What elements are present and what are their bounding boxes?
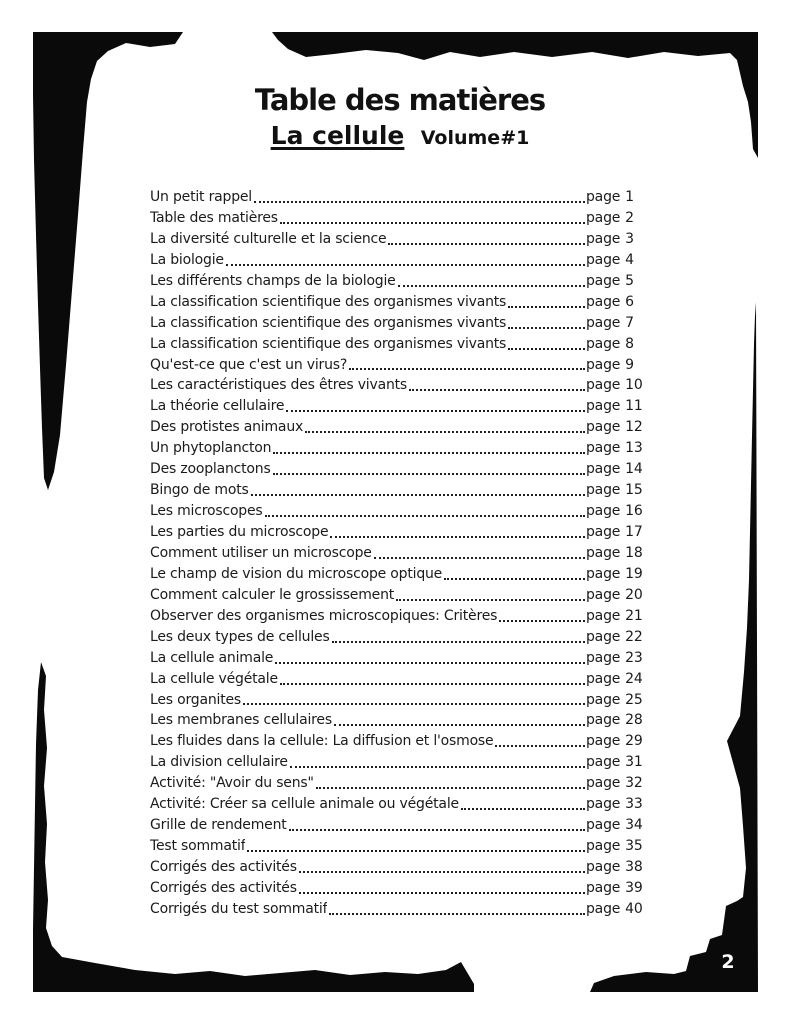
toc-entry-label: La classification scientifique des organismes vivants <box>150 293 507 310</box>
toc-entry-page <box>586 271 650 292</box>
toc-entry-label: La cellule végétale <box>150 670 278 687</box>
toc-page-number: 9 <box>625 356 634 373</box>
toc-row <box>150 375 650 396</box>
toc-entry-label: Activité: "Avoir du sens" <box>150 775 314 792</box>
dotted-leader <box>243 702 585 705</box>
toc-entry-page <box>586 690 650 711</box>
toc-entry-page <box>586 564 650 585</box>
toc-page-number: 16 <box>625 503 643 520</box>
toc-entry-label: Les deux types de cellules <box>150 628 330 645</box>
toc-page-number: 19 <box>625 565 643 582</box>
dotted-leader <box>508 326 585 329</box>
toc-row <box>150 690 650 711</box>
toc-row <box>150 313 650 334</box>
toc-entry-label: Des protistes animaux <box>150 419 304 436</box>
toc-entry-page <box>586 292 650 313</box>
dotted-leader <box>388 242 585 245</box>
dotted-leader <box>334 723 585 726</box>
toc-entry-label: Les différents champs de la biologie <box>150 272 396 289</box>
toc-entry-page <box>586 543 650 564</box>
toc-row <box>150 564 650 585</box>
toc-entry-label: Les caractéristiques des êtres vivants <box>150 377 408 394</box>
toc-entry-label: La diversité culturelle et la science <box>150 230 387 247</box>
toc-page-number: 23 <box>625 649 643 666</box>
dotted-leader <box>374 556 585 559</box>
toc-row <box>150 899 650 920</box>
dotted-leader <box>273 451 585 454</box>
toc-page-word: page <box>586 440 621 457</box>
dotted-leader <box>286 409 585 412</box>
toc-page-word: page <box>586 691 621 708</box>
dotted-leader <box>329 912 585 915</box>
toc-entry-page <box>586 731 650 752</box>
toc-entry-page <box>586 522 650 543</box>
toc-entry-page <box>586 250 650 271</box>
dotted-leader <box>396 598 585 601</box>
dotted-leader <box>289 828 585 831</box>
toc-row <box>150 585 650 606</box>
dotted-leader <box>409 388 585 391</box>
toc-entry-page <box>586 501 650 522</box>
toc-page-word: page <box>586 733 621 750</box>
toc-page-word: page <box>586 879 621 896</box>
toc-page-word: page <box>586 482 621 499</box>
toc-row <box>150 878 650 899</box>
toc-entry-label: La théorie cellulaire <box>150 398 285 415</box>
toc-entry-label: La cellule animale <box>150 649 274 666</box>
toc-entry-label: Les parties du microscope <box>150 524 329 540</box>
toc-page-word: page <box>586 607 621 624</box>
toc-page-number: 24 <box>625 670 643 687</box>
toc-page-number: 22 <box>625 628 643 645</box>
toc-page-number: 3 <box>625 230 634 247</box>
toc-entry-page <box>586 752 650 773</box>
toc-row <box>150 543 650 564</box>
toc-page-number: 8 <box>625 335 634 352</box>
toc-entry-page <box>586 229 650 250</box>
toc-entry-page <box>586 710 650 731</box>
toc-entry-page <box>586 313 650 334</box>
toc-entry-page <box>586 396 650 417</box>
toc-entry-page <box>586 648 650 669</box>
toc-row <box>150 271 650 292</box>
toc-row <box>150 501 650 522</box>
toc-page-number: 5 <box>625 272 634 289</box>
dotted-leader <box>499 619 585 622</box>
toc-page-word: page <box>586 503 621 520</box>
toc-entry-label: Comment utiliser un microscope <box>150 544 372 561</box>
toc-page-word: page <box>586 586 621 603</box>
toc-page-number: 34 <box>625 817 643 834</box>
toc-row <box>150 355 650 376</box>
toc-entry-page <box>586 606 650 627</box>
toc-page-word: page <box>586 712 621 729</box>
dotted-leader <box>280 221 585 224</box>
toc-entry-page <box>586 669 650 690</box>
toc-list <box>150 187 650 920</box>
toc-row <box>150 857 650 878</box>
toc-entry-page <box>586 417 650 438</box>
toc-page-number: 13 <box>625 440 643 457</box>
toc-entry-label: Les organites <box>150 691 242 708</box>
toc-entry-page <box>586 438 650 459</box>
dotted-leader <box>247 849 585 852</box>
dotted-leader <box>299 891 585 894</box>
toc-entry-page <box>586 480 650 501</box>
toc-page-number: 14 <box>625 461 643 478</box>
toc-row <box>150 229 650 250</box>
toc-page-number: 40 <box>625 900 643 917</box>
toc-entry-label: Des zooplanctons <box>150 461 271 478</box>
toc-page-word: page <box>586 209 621 226</box>
toc-page-word: page <box>586 796 621 813</box>
toc-entry-label: Qu'est-ce que c'est un virus? <box>150 356 348 373</box>
subtitle-volume: Volume#1 <box>420 127 530 149</box>
toc-page-number: 20 <box>625 586 643 603</box>
toc-page-number: 39 <box>625 879 643 896</box>
toc-entry-page <box>586 459 650 480</box>
toc-row <box>150 815 650 836</box>
toc-entry-page <box>586 836 650 857</box>
toc-row <box>150 606 650 627</box>
toc-entry-page <box>586 794 650 815</box>
toc-page-word: page <box>586 524 621 540</box>
toc-row <box>150 773 650 794</box>
toc-entry-page <box>586 627 650 648</box>
toc-row <box>150 836 650 857</box>
dotted-leader <box>254 200 585 203</box>
toc-entry-page <box>586 857 650 878</box>
toc-page-number: 7 <box>625 314 634 331</box>
dotted-leader <box>273 472 585 475</box>
toc-row <box>150 208 650 229</box>
toc-page-word: page <box>586 377 621 394</box>
toc-row <box>150 480 650 501</box>
page-number: 2 <box>721 951 735 973</box>
dotted-leader <box>444 577 585 580</box>
toc-page-word: page <box>586 544 621 561</box>
toc-page-number: 11 <box>625 398 643 415</box>
toc-row <box>150 250 650 271</box>
dotted-leader <box>349 367 585 370</box>
toc-page-number: 4 <box>625 251 634 268</box>
page-subtitle <box>150 119 650 155</box>
toc-page-word: page <box>586 398 621 415</box>
toc-entry-label: Comment calculer le grossissement <box>150 586 395 603</box>
subtitle-book-title: La cellule <box>270 121 405 150</box>
dotted-leader <box>290 765 585 768</box>
toc-entry-label: Corrigés du test sommatif <box>150 900 328 917</box>
toc-entry-label: Un petit rappel <box>150 189 253 205</box>
toc-page-word: page <box>586 230 621 247</box>
toc-entry-label: Corrigés des activités <box>150 859 297 875</box>
toc-entry-page <box>586 899 650 920</box>
toc-row <box>150 292 650 313</box>
toc-page-word: page <box>586 817 621 834</box>
toc-page-number: 1 <box>625 189 634 205</box>
toc-entry-page <box>586 355 650 376</box>
toc-row <box>150 459 650 480</box>
toc-page-word: page <box>586 838 621 855</box>
toc-entry-page <box>586 208 650 229</box>
dotted-leader <box>251 493 585 496</box>
toc-entry-page <box>586 334 650 355</box>
toc-entry-page <box>586 878 650 899</box>
toc-page-word: page <box>586 314 621 331</box>
toc-entry-label: Corrigés des activités <box>150 879 297 896</box>
toc-page-word: page <box>586 754 621 771</box>
dotted-leader <box>495 744 585 747</box>
toc-page-number: 12 <box>625 419 643 436</box>
dotted-leader <box>265 514 585 517</box>
toc-page-word: page <box>586 356 621 373</box>
toc-page-word: page <box>586 900 621 917</box>
toc-entry-label: La classification scientifique des organismes vivants <box>150 335 507 352</box>
toc-entry-label: Un phytoplancton <box>150 440 272 457</box>
toc-entry-label: Le champ de vision du microscope optique <box>150 565 443 582</box>
toc-entry-label: Les microscopes <box>150 503 263 520</box>
toc-page-word: page <box>586 565 621 582</box>
dotted-leader <box>508 347 585 350</box>
toc-entry-label: Test sommatif <box>150 838 246 855</box>
toc-entry-label: Observer des organismes microscopiques: Critères <box>150 607 498 624</box>
dotted-leader <box>316 786 585 789</box>
dotted-leader <box>299 870 585 873</box>
toc-row <box>150 731 650 752</box>
toc-page-number: 35 <box>625 838 643 855</box>
toc-entry-label: La division cellulaire <box>150 754 288 771</box>
dotted-leader <box>332 640 585 643</box>
toc-entry-label: Activité: Créer sa cellule animale ou végétale <box>150 796 459 813</box>
toc-page-number: 29 <box>625 733 643 750</box>
toc-entry-label: La biologie <box>150 251 224 268</box>
toc-row <box>150 794 650 815</box>
toc-page-word: page <box>586 189 621 205</box>
toc-entry-page <box>586 585 650 606</box>
toc-page-number: 32 <box>625 775 643 792</box>
toc-entry-page <box>586 815 650 836</box>
dotted-leader <box>330 535 585 538</box>
toc-entry-label: Table des matières <box>150 209 278 226</box>
toc-page-word: page <box>586 859 621 875</box>
page-title: Table des matières <box>254 83 546 117</box>
toc-page-word: page <box>586 251 621 268</box>
dotted-leader <box>461 807 585 810</box>
toc-row <box>150 522 650 543</box>
toc-page-word: page <box>586 419 621 436</box>
toc-page-number: 21 <box>625 607 643 624</box>
toc-entry-label: Les membranes cellulaires <box>150 712 332 729</box>
toc-entry-label: La classification scientifique des organismes vivants <box>150 314 507 331</box>
toc-page-number: 31 <box>625 754 643 771</box>
toc-page-number: 38 <box>625 859 643 875</box>
dotted-leader <box>280 682 585 685</box>
toc-page-number: 15 <box>625 482 643 499</box>
toc-page-number: 18 <box>625 544 643 561</box>
toc-page-number: 28 <box>625 712 643 729</box>
toc-row <box>150 669 650 690</box>
toc-entry-label: Bingo de mots <box>150 482 249 499</box>
toc-entry-page <box>586 375 650 396</box>
toc-row <box>150 417 650 438</box>
toc-page-number: 33 <box>625 796 643 813</box>
dotted-leader <box>398 284 585 287</box>
toc-page-word: page <box>586 649 621 666</box>
toc-row <box>150 438 650 459</box>
toc-page-word: page <box>586 335 621 352</box>
dotted-leader <box>275 661 585 664</box>
toc-row <box>150 187 650 208</box>
toc-page-word: page <box>586 775 621 792</box>
toc-entry-label: Grille de rendement <box>150 817 287 834</box>
toc-content <box>150 82 650 920</box>
toc-entry-page <box>586 773 650 794</box>
toc-row <box>150 396 650 417</box>
toc-page-number: 25 <box>625 691 643 708</box>
toc-page-word: page <box>586 628 621 645</box>
toc-entry-label: Les fluides dans la cellule: La diffusion et l'osmose <box>150 733 494 750</box>
toc-page-word: page <box>586 461 621 478</box>
dotted-leader <box>226 263 585 266</box>
toc-page-number: 10 <box>625 377 643 394</box>
toc-row <box>150 334 650 355</box>
toc-row <box>150 627 650 648</box>
toc-page-number: 6 <box>625 293 634 310</box>
toc-page-word: page <box>586 293 621 310</box>
dotted-leader <box>508 305 585 308</box>
toc-entry-page <box>586 187 650 208</box>
toc-row <box>150 752 650 773</box>
toc-row <box>150 710 650 731</box>
toc-row <box>150 648 650 669</box>
toc-page-word: page <box>586 670 621 687</box>
toc-page-word: page <box>586 272 621 289</box>
toc-page-number: 2 <box>625 209 634 226</box>
dotted-leader <box>305 430 585 433</box>
toc-page-number: 17 <box>625 524 643 540</box>
